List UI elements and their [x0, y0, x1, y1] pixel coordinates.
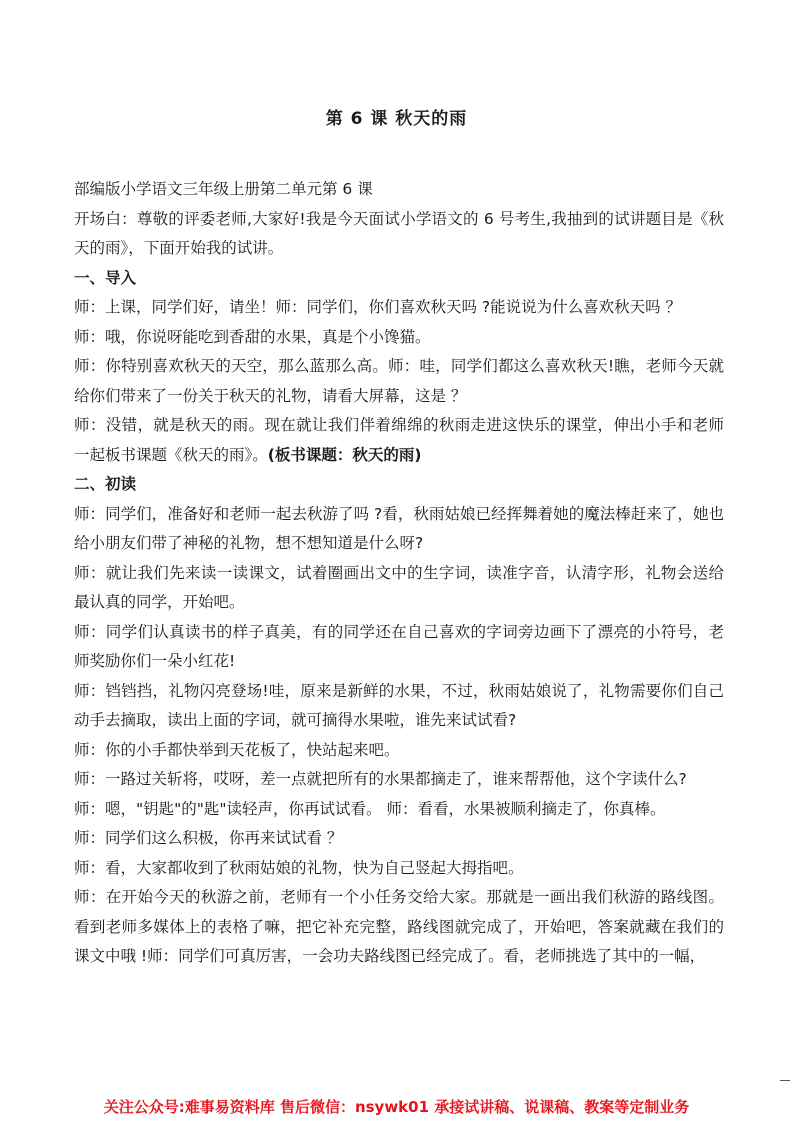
board-note: (板书课题：秋天的雨) — [267, 445, 422, 464]
paragraph — [74, 411, 724, 470]
section-heading-first-reading: 二、初读 — [74, 475, 137, 493]
lesson-subtitle: 部编版小学语文三年级上册第二单元第 6 课 — [74, 180, 373, 198]
paragraph: 师：就让我们先来读一读课文，试着圈画出文中的生字词，读准字音，认清字形，礼物会送给最认真的同学，开始吧。 — [74, 563, 724, 611]
paragraph: 师：一路过关斩将，哎呀，差一点就把所有的水果都摘走了，谁来帮帮他，这个字读什么? — [74, 770, 687, 788]
document-body — [74, 175, 724, 972]
paragraph: 师：同学们认真读书的样子真美，有的同学还在自己喜欢的字词旁边画下了漂亮的小符号，老师奖励你们一朵小红花! — [74, 622, 724, 670]
paragraph: 师：嗯，"钥匙"的"匙"读轻声，你再试试看。 师：看看，水果被顺利摘走了，你真棒。 — [74, 799, 666, 818]
paragraph: 师：同学们，准备好和老师一起去秋游了吗 ?看，秋雨姑娘已经挥舞着她的魔法棒赶来了，她也给小朋友们带了神秘的礼物，想不想知道是什么呀? — [74, 504, 724, 552]
paragraph-text: 师：没错，就是秋天的雨。现在就让我们伴着绵绵的秋雨走进这快乐的课堂，伸出小手和老师一起板书课题《秋天的雨》。 — [74, 416, 724, 464]
paragraph: 师：在开始今天的秋游之前，老师有一个小任务交给大家。那就是一画出我们秋游的路线图。看到老师多媒体上的表格了嘛，把它补充完整，路线图就完成了，开始吧，答案就藏在我们的课文中哦 !师：同学们可真厉害，一会功夫路线图已经完成了。看，老师挑选了其中的一幅， — [74, 888, 724, 965]
paragraph: 师：上课，同学们好，请坐！师：同学们，你们喜欢秋天吗 ?能说说为什么喜欢秋天吗 ？ — [74, 298, 682, 316]
corner-mark — [780, 1080, 790, 1081]
paragraph: 师：看，大家都收到了秋雨姑娘的礼物，快为自己竖起大拇指吧。 — [74, 858, 524, 877]
opening-paragraph: 开场白：尊敬的评委老师,大家好!我是今天面试小学语文的 6 号考生,我抽到的试讲题目是《秋天的雨》，下面开始我的试讲。 — [74, 209, 724, 257]
paragraph: 师：你特别喜欢秋天的天空，那么蓝那么高。师：哇，同学们都这么喜欢秋天!瞧，老师今天就给你们带来了一份关于秋天的礼物，请看大屏幕，这是 ？ — [74, 357, 724, 405]
paragraph: 师：铛铛挡，礼物闪亮登场!哇，原来是新鲜的水果，不过，秋雨姑娘说了，礼物需要你们自己动手去摘取，读出上面的字词，就可摘得水果啦，谁先来试试看? — [74, 681, 724, 729]
paragraph: 师：你的小手都快举到天花板了，快站起来吧。 — [74, 740, 400, 759]
page-title: 第 6 课 秋天的雨 — [325, 109, 468, 129]
section-heading-intro: 一、导入 — [74, 268, 137, 287]
paragraph: 师：哦，你说呀能吃到香甜的水果，真是个小馋猫。 — [74, 327, 431, 346]
paragraph: 师：同学们这么积极，你再来试试看 ？ — [74, 829, 343, 847]
footer-watermark: 关注公众号:难事易资料库 售后微信：nsywk01 承接试讲稿、说课稿、教案等定制业务 — [103, 1098, 690, 1116]
